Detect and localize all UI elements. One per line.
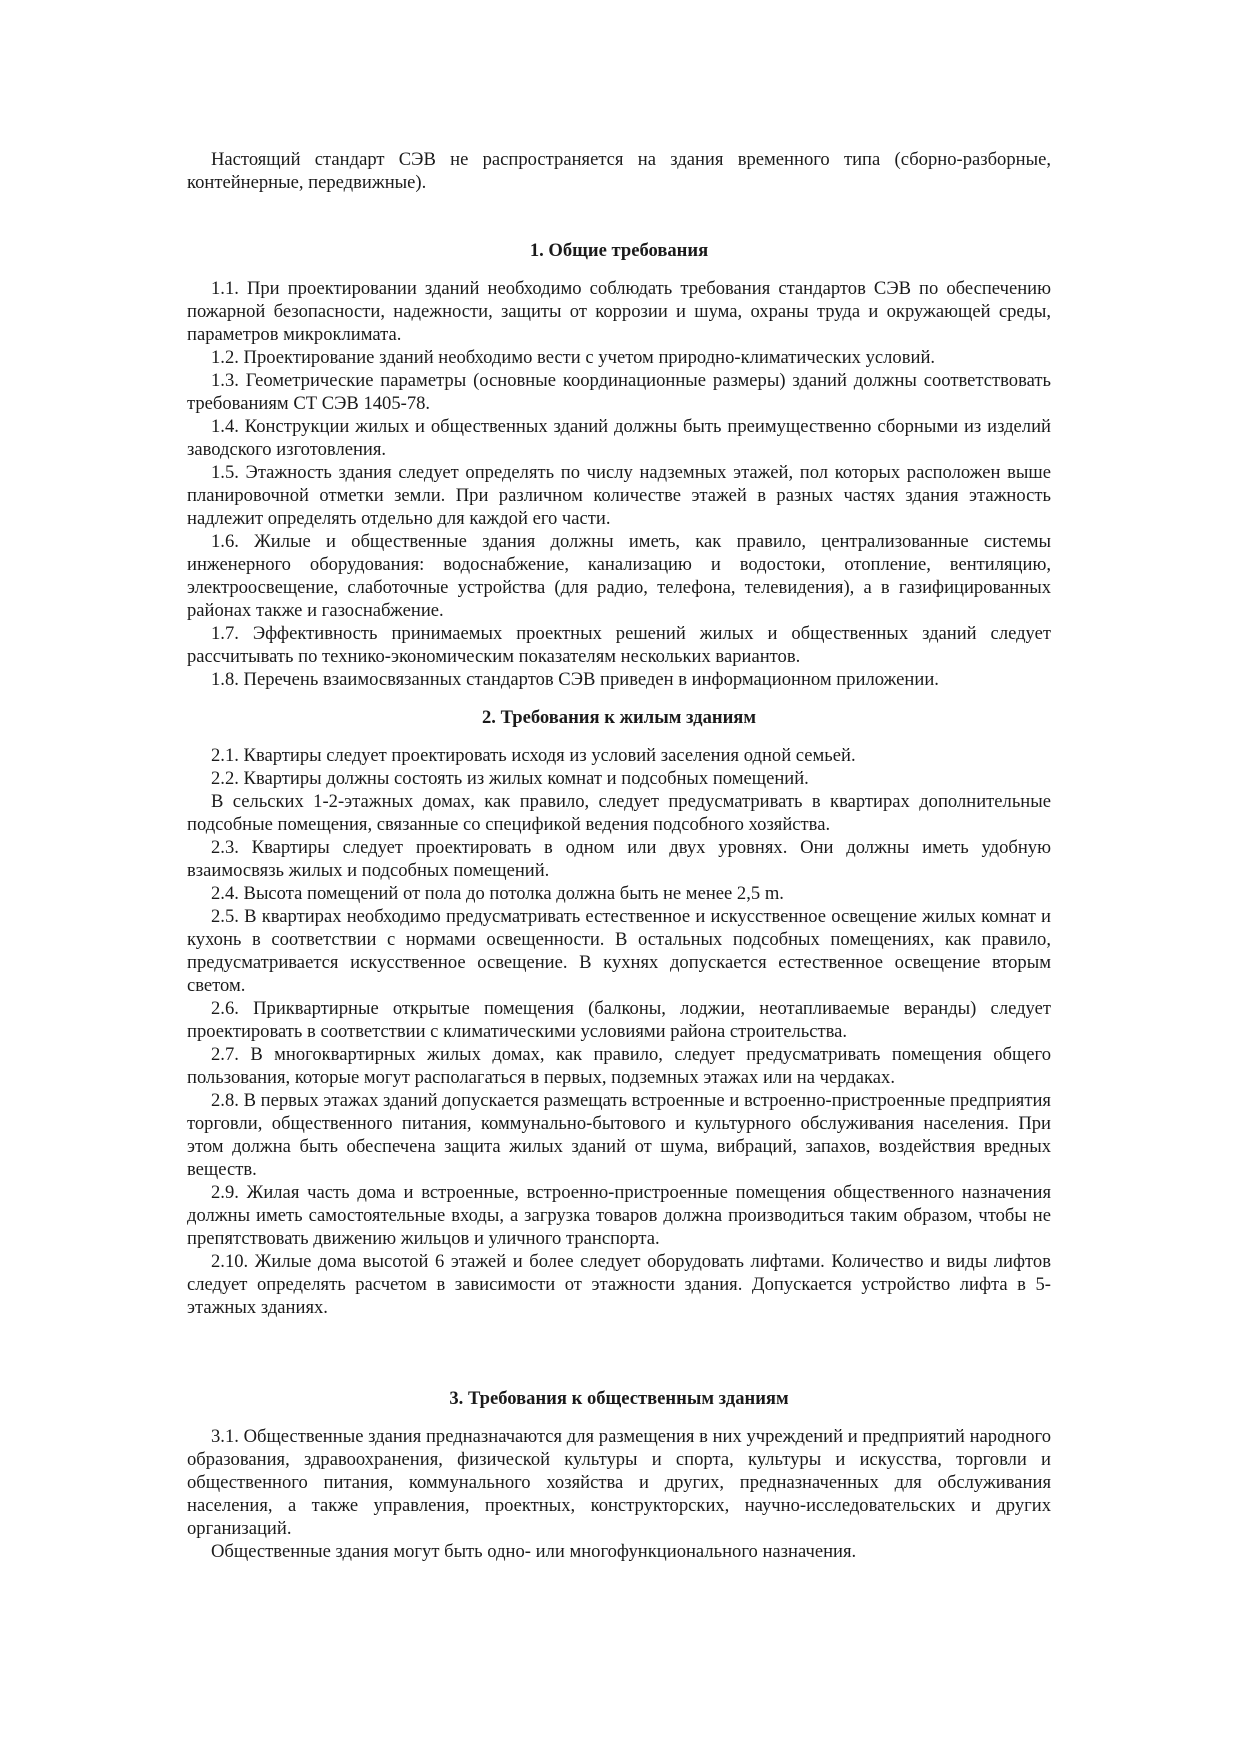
paragraph-1-1: 1.1. При проектировании зданий необходимо соблюдать требования стандартов СЭВ по обеспечению пожарной безопасности, надежности, защиты от коррозии и шума, охраны труда и окружающей среды, параметров микроклимата.: [187, 278, 1051, 345]
paragraph-2-6: 2.6. Приквартирные открытые помещения (балконы, лоджии, неотапливаемые веранды) следует проектировать в соответствии с климатическими условиями района строительства.: [187, 998, 1051, 1042]
paragraph-1-8: 1.8. Перечень взаимосвязанных стандартов СЭВ приведен в информационном приложении.: [211, 669, 939, 690]
paragraph-1-3: 1.3. Геометрические параметры (основные координационные размеры) зданий должны соответствовать требованиям СТ СЭВ 1405-78.: [187, 370, 1051, 414]
section-heading: 1. Общие требования: [529, 240, 709, 261]
paragraph-1-7: 1.7. Эффективность принимаемых проектных решений жилых и общественных зданий следует рассчитывать по технико-экономическим показателям нескольких вариантов.: [187, 623, 1051, 667]
paragraph-2-7: 2.7. В многоквартирных жилых домах, как правило, следует предусматривать помещения общего пользования, которые могут располагаться в первых, подземных этажах или на чердаках.: [187, 1044, 1051, 1088]
paragraph-2-2-rural: В сельских 1-2-этажных домах, как правило, следует предусматривать в квартирах дополнительные подсобные помещения, связанные со спецификой ведения подсобного хозяйства.: [187, 791, 1051, 835]
paragraph-3-1: 3.1. Общественные здания предназначаются для размещения в них учреждений и предприятий народного образования, здравоохранения, физической культуры и спорта, культуры и искусства, торговли и общественного питания, коммунального хозяйства и других, предназначенных для обслуживания населения, а также управления, проектных, конструкторских, научно-исследовательских и других организаций.: [187, 1426, 1051, 1539]
section-heading: 3. Требования к общественным зданиям: [449, 1388, 789, 1409]
paragraph-2-2: 2.2. Квартиры должны состоять из жилых комнат и подсобных помещений.: [211, 768, 809, 789]
section-residential-buildings: [187, 706, 1051, 1319]
paragraph-1-4: 1.4. Конструкции жилых и общественных зданий должны быть преимущественно сборными из изделий заводского изготовления.: [187, 416, 1051, 460]
paragraph-2-4: 2.4. Высота помещений от пола до потолка должна быть не менее 2,5 m.: [211, 883, 784, 904]
paragraph-2-3: 2.3. Квартиры следует проектировать в одном или двух уровнях. Они должны иметь удобную взаимосвязь жилых и подсобных помещений.: [187, 837, 1051, 881]
paragraph-1-2: 1.2. Проектирование зданий необходимо вести с учетом природно-климатических условий.: [211, 347, 936, 368]
paragraph-2-8: 2.8. В первых этажах зданий допускается размещать встроенные и встроенно-пристроенные предприятия торговли, общественного питания, коммунально-бытового и культурного обслуживания населения. При этом должна быть обеспечена защита жилых зданий от шума, вибраций, запахов, воздействия вредных веществ.: [187, 1090, 1051, 1180]
section-general-requirements: [187, 239, 1051, 691]
paragraph-2-10: 2.10. Жилые дома высотой 6 этажей и более следует оборудовать лифтами. Количество и виды лифтов следует определять расчетом в зависимости от этажности здания. Допускается устройство лифта в 5-этажных зданиях.: [187, 1251, 1051, 1318]
section-public-buildings: [187, 1387, 1051, 1563]
document-page: [187, 148, 1051, 1563]
paragraph-1-5: 1.5. Этажность здания следует определять по числу надземных этажей, пол которых расположен выше планировочной отметки земли. При различном количестве этажей в разных частях здания этажность надлежит определять отдельно для каждой его части.: [187, 462, 1051, 529]
section-heading: 2. Требования к жилым зданиям: [481, 707, 757, 728]
paragraph-2-9: 2.9. Жилая часть дома и встроенные, встроенно-пристроенные помещения общественного назначения должны иметь самостоятельные входы, а загрузка товаров должна производиться таким образом, чтобы не препятствовать движению жильцов и уличного транспорта.: [187, 1182, 1051, 1249]
paragraph-1-6: 1.6. Жилые и общественные здания должны иметь, как правило, централизованные системы инженерного оборудования: водоснабжение, канализацию и водостоки, отопление, вентиляцию, электроосвещение, слаботочные устройства (для радио, телефона, телевидения), а в газифицированных районах также и газоснабжение.: [187, 531, 1051, 621]
intro-paragraph: Настоящий стандарт СЭВ не распространяется на здания временного типа (сборно-разборные, контейнерные, передвижные).: [187, 149, 1051, 193]
paragraph-2-1: 2.1. Квартиры следует проектировать исходя из условий заселения одной семьей.: [211, 745, 856, 766]
paragraph-2-5: 2.5. В квартирах необходимо предусматривать естественное и искусственное освещение жилых комнат и кухонь в соответствии с нормами освещенности. В остальных подсобных помещениях, как правило, предусматривается искусственное освещение. В кухнях допускается естественное освещение вторым светом.: [187, 906, 1051, 996]
paragraph-3-1-function: Общественные здания могут быть одно- или многофункционального назначения.: [211, 1541, 857, 1562]
